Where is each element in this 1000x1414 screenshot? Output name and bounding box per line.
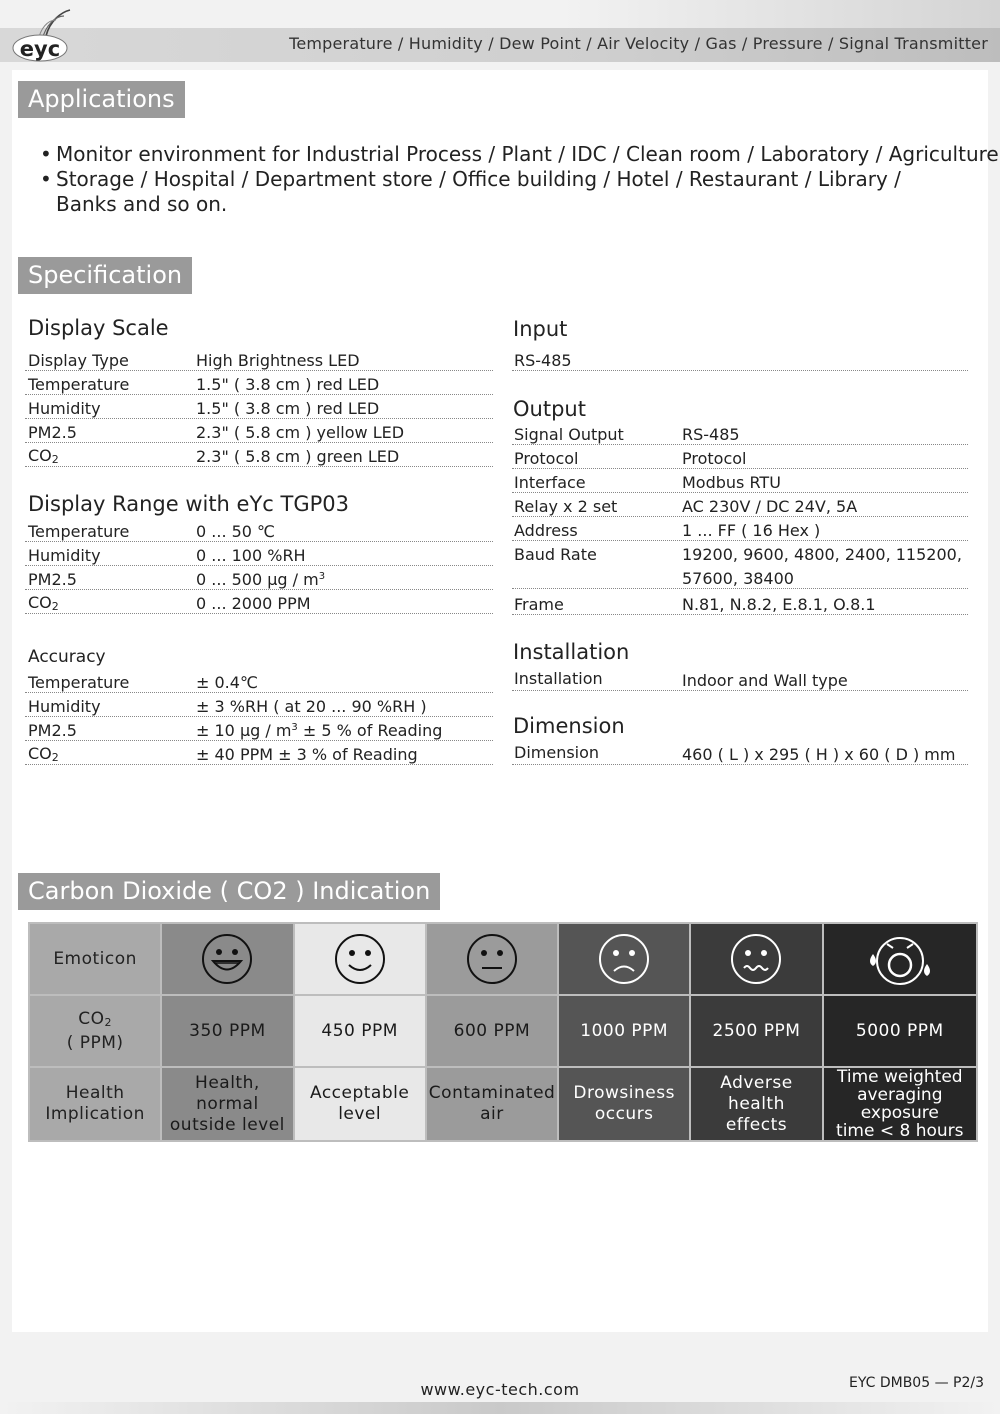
spec-row: PM2.5 ± 10 $\mu g / m^3 \pm 5$ % of Reading [25, 716, 493, 741]
installation-heading: Installation [513, 640, 630, 664]
smile-face-icon [333, 932, 387, 986]
footer-website[interactable]: www.eyc-tech.com [420, 1380, 580, 1399]
spec-row: Protocol Protocol [512, 444, 968, 469]
spec-row: $CO_2$ 0 ... 2000 PPM [25, 589, 493, 614]
big-smile-face-icon [200, 932, 254, 986]
applications-bullet-2: • Storage / Hospital / Department store / Office building / Hotel / Restaurant / Library / [40, 167, 999, 192]
co2-indication-title: Carbon Dioxide ( CO2 ) Indication [18, 873, 440, 910]
spec-row: Dimension 460 ( L ) x 295 ( H ) x 60 ( D ) mm [512, 740, 968, 765]
accuracy-heading: Accuracy [28, 647, 106, 667]
spec-row: $CO_2$ 2.3" ( 5.8 cm ) green LED [25, 442, 493, 467]
spec-row: Humidity ± 3 %RH ( at 20 ... 90 %RH ) [25, 692, 493, 717]
display-range-heading: Display Range with eYc TGP03 [28, 492, 349, 516]
spec-row: RS-485 [512, 346, 968, 371]
dimension-heading: Dimension [513, 714, 625, 738]
ppm-value: 1000 PPM [558, 995, 690, 1067]
crying-face-icon [863, 932, 937, 986]
specification-title: Specification [18, 257, 192, 294]
health-text: Drowsiness occurs [558, 1067, 690, 1141]
spec-row: Installation Indoor and Wall type [512, 666, 968, 691]
ppm-value: 600 PPM [426, 995, 558, 1067]
health-implication-row [29, 1067, 977, 1141]
spec-row: Temperature ± 0.4℃ [25, 668, 493, 693]
applications-title: Applications [18, 81, 185, 118]
health-text: Adverse health effects [690, 1067, 822, 1141]
spec-row: Humidity 0 ... 100 %RH [25, 541, 493, 566]
input-heading: Input [513, 317, 568, 341]
header-bar [0, 0, 1000, 62]
header-tagline: Temperature / Humidity / Dew Point / Air Velocity / Gas / Pressure / Signal Transmitter [289, 34, 988, 53]
display-scale-heading: Display Scale [28, 316, 169, 340]
applications-bullet-2-cont: Banks and so on. [56, 192, 228, 216]
spec-row: Relay x 2 set AC 230V / DC 24V, 5A [512, 492, 968, 517]
spec-row: $CO_2$ ± 40 PPM ± 3 % of Reading [25, 740, 493, 765]
spec-row: Frame N.81, N.8.2, E.8.1, O.8.1 [512, 590, 968, 615]
ppm-value: 2500 PPM [690, 995, 822, 1067]
spec-row: Temperature 1.5" ( 3.8 cm ) red LED [25, 370, 493, 395]
spec-row: Address 1 ... FF ( 16 Hex ) [512, 516, 968, 541]
svg-text:eyc: eyc [19, 37, 61, 61]
health-text: Contaminated air [426, 1067, 558, 1141]
emoticon-label: Emoticon [29, 923, 161, 995]
applications-list [40, 142, 999, 217]
spec-row: Humidity 1.5" ( 3.8 cm ) red LED [25, 394, 493, 419]
ppm-value: 350 PPM [161, 995, 293, 1067]
frown-face-icon [597, 932, 651, 986]
footer-line [0, 1402, 1000, 1414]
spec-row: Interface Modbus RTU [512, 468, 968, 493]
co2-ppm-row: $CO_2$ ( PPM) 350 PPM 450 PPM 600 PPM 1000 PPM 2500 PPM 5000 PPM [29, 995, 977, 1067]
health-label: Health Implication [29, 1067, 161, 1141]
neutral-face-icon [465, 932, 519, 986]
health-text: Acceptable level [294, 1067, 426, 1141]
spec-row: Temperature 0 ... 50 ℃ [25, 517, 493, 542]
header-gradient [560, 0, 1000, 28]
ppm-value: 5000 PPM [823, 995, 977, 1067]
footer-page-code: EYC DMB05 — P2/3 [848, 1375, 984, 1391]
output-heading: Output [513, 397, 586, 421]
health-text: Health, normal outside level [161, 1067, 293, 1141]
emoticon-row [29, 923, 977, 995]
spec-row: PM2.5 2.3" ( 5.8 cm ) yellow LED [25, 418, 493, 443]
queasy-face-icon [729, 932, 783, 986]
health-text: Time weighted averaging exposure time < 8 hours [823, 1067, 977, 1141]
spec-row: Signal Output RS-485 [512, 420, 968, 445]
spec-row: Baud Rate 19200, 9600, 4800, 2400, 115200, 57600, 38400 [512, 540, 968, 589]
applications-bullet-1: • Monitor environment for Industrial Process / Plant / IDC / Clean room / Laboratory / Agriculture [40, 142, 999, 167]
co2-indication-table [28, 922, 978, 1142]
spec-row: PM2.5 0 ... 500 µg / $m^3$ [25, 565, 493, 590]
ppm-value: 450 PPM [294, 995, 426, 1067]
spec-row: Display Type High Brightness LED [25, 346, 493, 371]
eyc-logo [12, 6, 74, 62]
